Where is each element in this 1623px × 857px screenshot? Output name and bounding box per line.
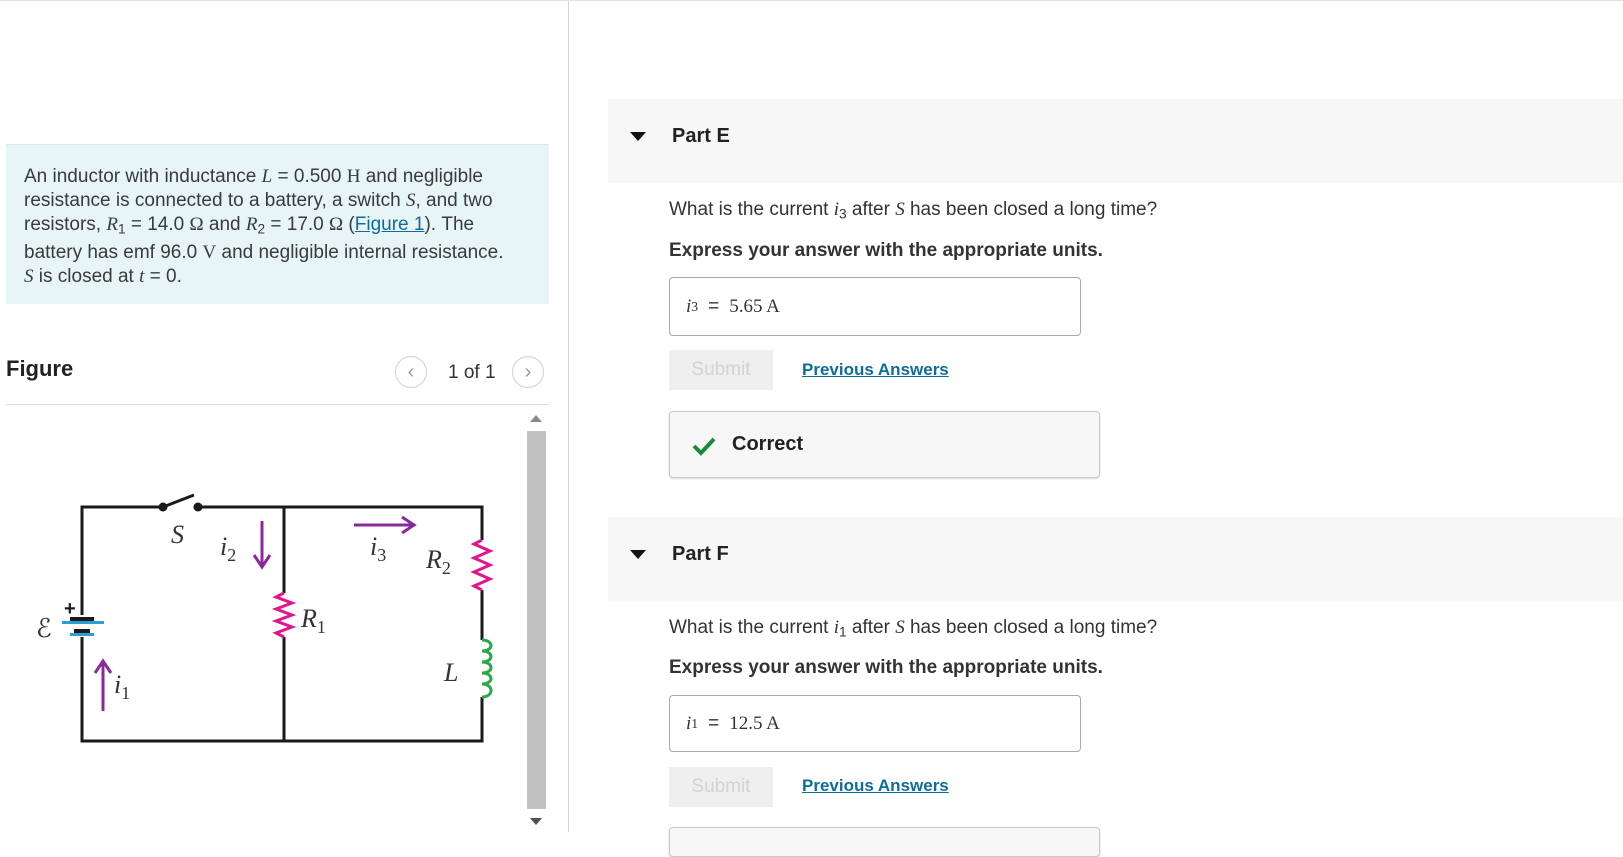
chevron-right-icon: › (524, 360, 532, 383)
problem-line-5: S is closed at t = 0. (24, 266, 182, 288)
circuit-diagram (6, 405, 526, 833)
checkmark-icon (692, 436, 716, 456)
problem-line-3: resistors, $R_1 = 14.0$ Ω and $R_2 = 17.0$ Ω (Figure 1). The (24, 214, 475, 237)
caret-down-icon (630, 550, 646, 559)
figure-title: Figure (6, 356, 74, 381)
part-e-label: Part E (672, 125, 730, 147)
problem-line-4: battery has emf 96.0 V and negligible internal resistance. (24, 242, 504, 264)
part-f-header[interactable] (608, 517, 1623, 601)
label-plus: + (64, 598, 76, 620)
ohm-symbol-2: Ω (329, 214, 344, 235)
label-l: L (444, 658, 459, 687)
resistor-r2 (474, 540, 490, 590)
resistor-r1 (276, 593, 292, 637)
problem-panel (0, 1, 568, 832)
figure-header (6, 356, 549, 405)
figure-scrollbar[interactable] (524, 405, 546, 833)
figure-1-link[interactable]: Figure 1 (354, 214, 425, 235)
label-r1: $R_1$ (301, 604, 326, 637)
part-e-feedback (669, 411, 1100, 478)
current-arrow-i3 (354, 517, 414, 533)
part-e-question: What is the current $i_3$ after S has been closed a long time? (669, 199, 1158, 222)
part-e-instruction: Express your answer with the appropriate units. (669, 240, 1103, 261)
current-arrow-i2 (254, 521, 270, 567)
scroll-thumb[interactable] (527, 431, 546, 809)
caret-down-icon (630, 132, 646, 141)
figure-prev-button[interactable] (395, 356, 427, 388)
label-i2: $i_2$ (220, 532, 237, 565)
part-f-instruction: Express your answer with the appropriate units. (669, 657, 1103, 678)
panel-divider (568, 1, 569, 832)
label-r2: $R_2$ (426, 545, 451, 578)
problem-line-2: resistance is connected to a battery, a switch S, and two (24, 190, 493, 211)
part-f-previous-answers-link[interactable]: Previous Answers (802, 776, 949, 795)
problem-line-1: An inductor with inductance L = 0.500 H and negligible (24, 166, 483, 187)
part-e-submit-button[interactable]: Submit (669, 350, 773, 390)
label-emf: ℰ (36, 614, 52, 644)
part-e-answer-field[interactable]: i 3 = 5.65 A (669, 277, 1081, 336)
label-s: S (171, 520, 184, 549)
scroll-up-arrow-icon[interactable] (530, 415, 542, 422)
figure-next-button[interactable] (512, 356, 544, 388)
circuit-figure (6, 405, 549, 833)
part-f-label: Part F (672, 543, 729, 565)
part-f-question: What is the current $i_1$ after S has been closed a long time? (669, 617, 1158, 640)
part-f-answer-value: 12.5 A (729, 712, 780, 734)
label-i1: $i_1$ (114, 670, 131, 703)
inductor (482, 640, 491, 697)
label-i3: $i_3$ (370, 532, 387, 565)
part-f-submit-button[interactable]: Submit (669, 767, 773, 807)
part-e-previous-answers-link[interactable]: Previous Answers (802, 360, 949, 379)
part-e-answer-value: 5.65 A (729, 295, 780, 317)
current-arrow-i1 (95, 661, 111, 711)
scroll-down-arrow-icon[interactable] (530, 818, 542, 825)
feedback-text: Correct (732, 433, 804, 455)
problem-statement (6, 144, 549, 304)
part-f-answer-field[interactable]: i 1 = 12.5 A (669, 695, 1081, 752)
figure-counter: 1 of 1 (448, 362, 496, 383)
switch (159, 495, 203, 512)
chevron-left-icon: ‹ (407, 360, 415, 383)
part-e-header[interactable] (608, 99, 1623, 183)
